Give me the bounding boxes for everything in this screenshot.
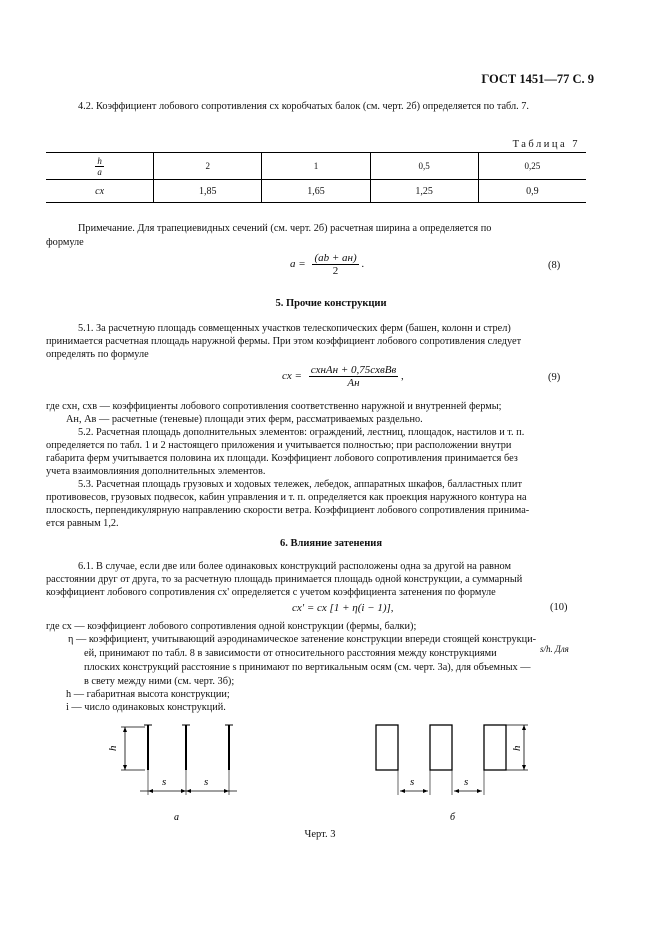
diagram-a [121, 725, 237, 795]
section-5-title: 5. Прочие конструкции [275, 298, 387, 309]
table-cell: 0,5 [370, 153, 478, 180]
formula-10: cx' = cx [1 + η(i − 1)], [292, 602, 394, 614]
table-7 [46, 152, 586, 203]
para-5-1-line1: 5.1. За расчетную площадь совмещенных участков телескопических ферм (башен, колонн и стрел) [78, 323, 511, 334]
para-5-1-line3: определять по формуле [46, 349, 149, 360]
para-5-2-line4: учета взаимовлияния дополнительных элементов. [46, 466, 266, 477]
s-label-b1: s [410, 776, 415, 788]
s-label-b2: s [464, 776, 469, 788]
where-6-line6: h — габаритная высота конструкции; [66, 689, 230, 700]
table-cell: 2 [154, 153, 262, 180]
para-5-3-line3: плоскость, перпендикулярную направлению скорости ветра. Коэффициент лобового сопротивления принима- [46, 505, 530, 516]
where-5-line2: Aн, Aв — расчетные (теневые) площади этих ферм, рассматриваемых раздельно. [66, 414, 423, 425]
formula-8-den: 2 [332, 265, 339, 277]
formula-9-num: cxнAн + 0,75cxвBв [310, 364, 397, 376]
para-5-2-line2: определяется по табл. 1 и 2 настоящего приложения и учитывается полностью; при расположении внутри [46, 440, 512, 451]
note-line-2: формуле [46, 237, 84, 248]
table-row [46, 153, 586, 180]
para-5-3-line2: противовесов, грузовых подвесок, кабин управления и т. п. определяется как проекция наружного контура на [46, 492, 527, 503]
table-cell: 1,65 [262, 180, 370, 203]
diagram-b [376, 725, 528, 795]
h-label: h [97, 155, 102, 166]
eq-number-10: (10) [550, 602, 568, 613]
table-cell: 1,25 [370, 180, 478, 203]
formula-8 [290, 252, 364, 277]
para-5-2-line3: габарита ферм учитывается половина их площади. Коэффициент лобового сопротивления принимается без [46, 453, 518, 464]
table-cell: 1,85 [154, 180, 262, 203]
box-2 [430, 725, 452, 770]
where-6-line1: где cx — коэффициент лобового сопротивления одной конструкции (фермы, балки); [46, 621, 417, 632]
a-label: a [97, 166, 102, 177]
box-3 [484, 725, 506, 770]
label-b: б [450, 812, 456, 823]
table-cell: 0,9 [478, 180, 586, 203]
table-caption: Таблица 7 [512, 139, 580, 150]
table-head-cell [46, 153, 154, 180]
section-6-title: 6. Влияние затенения [279, 538, 383, 549]
para-5-2-line1: 5.2. Расчетная площадь дополнительных элементов: ограждений, лестниц, площадок, настилов и т. п. [78, 427, 525, 438]
eq-number-9: (9) [548, 372, 561, 383]
formula-8-num: (ab + aн) [314, 252, 357, 264]
label-a: а [174, 812, 179, 823]
para-5-3-line1: 5.3. Расчетная площадь грузовых и ходовых тележек, лебедок, аппаратных шкафов, балластных плит [78, 479, 522, 490]
formula-9-tail: , [401, 370, 404, 383]
para-6-1-line2: расстоянии друг от друга, то за расчетную площадь принимается площадь одной конструкции, а суммарный [46, 574, 523, 585]
table-row [46, 180, 586, 203]
formula-9-lhs: cx = [282, 370, 302, 383]
paragraph-4-2: 4.2. Коэффициент лобового сопротивления cx коробчатых балок (см. черт. 2б) определяется по табл. 7. [78, 101, 530, 112]
h-label-b: h [511, 745, 523, 751]
h-label-a: h [107, 745, 119, 751]
s-label-a2: s [204, 776, 209, 788]
figure-caption: Черт. 3 [304, 829, 336, 840]
eq-number-8: (8) [548, 260, 561, 271]
formula-9 [282, 364, 404, 389]
s-over-h: s/h. Для [540, 644, 569, 654]
where-6-line2: η — коэффициент, учитывающий аэродинамическое затенение конструкции впереди стоящей конструкци- [68, 634, 537, 645]
box-1 [376, 725, 398, 770]
para-5-3-line4: ется равным 1,2. [46, 518, 119, 529]
para-5-1-line2: принимается расчетная площадь наружной фермы. При этом коэффициент лобового сопротивления следует [46, 336, 522, 347]
cx-label: cx [46, 180, 154, 203]
where-6-line5: в свету между ними (см. черт. 3б); [84, 676, 235, 687]
formula-9-den: Aн [347, 377, 360, 389]
formula-8-tail: . [361, 258, 365, 271]
figure-3 [0, 715, 661, 845]
where-6-line7: i — число одинаковых конструкций. [66, 702, 226, 713]
s-label-a1: s [162, 776, 167, 788]
where-6-line3: ей, принимают по табл. 8 в зависимости от относительного расстояния между конструкциями [84, 648, 497, 659]
para-6-1-line1: 6.1. В случае, если две или более одинаковых конструкций расположены одна за другой на равном [78, 561, 512, 572]
note-line-1: Примечание. Для трапециевидных сечений (см. черт. 2б) расчетная ширина a определяется по [78, 223, 492, 234]
page-header: ГОСТ 1451—77 С. 9 [481, 72, 594, 86]
where-5-line1: где cxн, cxв — коэффициенты лобового сопротивления соответственно наружной и внутренней фермы; [46, 401, 502, 412]
table-cell: 0,25 [478, 153, 586, 180]
where-6-line4: плоских конструкций расстояние s принимают по вертикальным осям (см. черт. 3а), для объемных — [84, 662, 531, 673]
formula-8-lhs: a = [290, 258, 306, 271]
table-cell: 1 [262, 153, 370, 180]
para-6-1-line3: коэффициент лобового сопротивления cx' определяется с учетом коэффициента затенения по формуле [46, 587, 496, 598]
